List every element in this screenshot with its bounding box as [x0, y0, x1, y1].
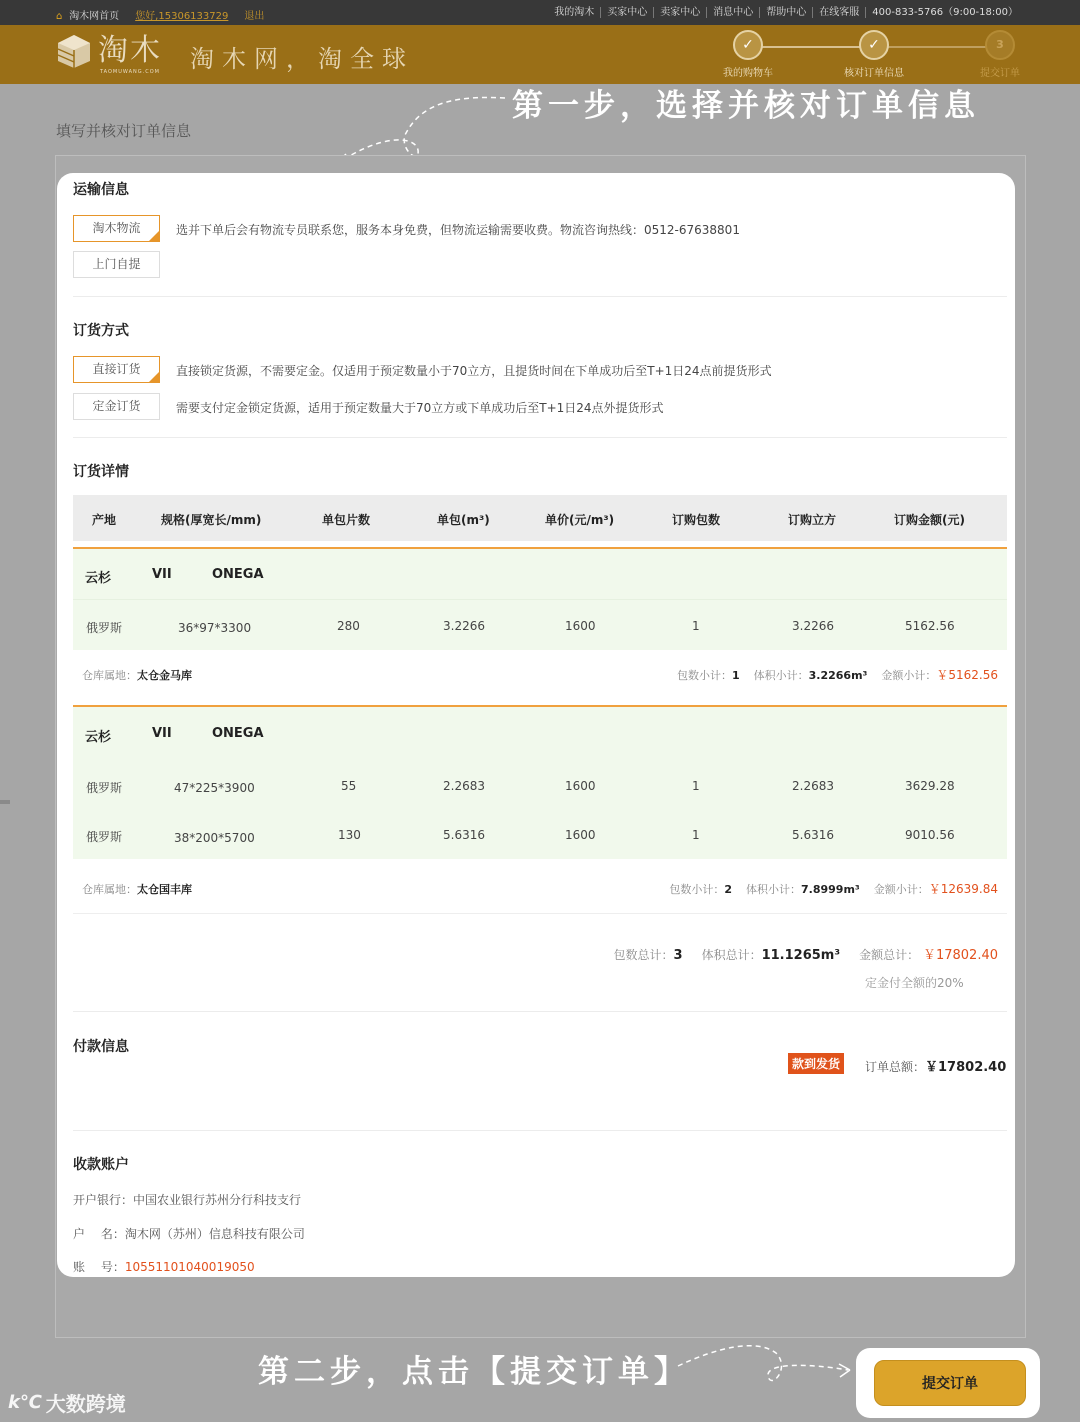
col-unit-price: 单价(元/m³): [545, 513, 615, 527]
account-name: 户 名：淘木网（苏州）信息科技有限公司: [73, 1227, 305, 1241]
cell-pieces: 55: [341, 779, 357, 793]
step-cart: ✓ 我的购物车: [698, 30, 798, 79]
selected-corner-icon: [148, 230, 160, 242]
shipping-option-self-pickup[interactable]: 上门自提: [73, 251, 160, 278]
account-number: 账 号：10551101040019050: [73, 1260, 255, 1274]
cell-pieces: 130: [338, 828, 361, 842]
annotation-step2: 第二步，点击【提交订单】: [258, 1354, 690, 1390]
submit-highlight: [856, 1348, 1040, 1418]
divider: [73, 437, 1007, 438]
col-pieces: 单包片数: [322, 513, 371, 527]
cell-unit-volume: 2.2683: [443, 779, 485, 793]
cell-spec: 47*225*3900: [174, 781, 255, 795]
cell-pkg-count: 1: [692, 779, 700, 793]
order-mode-title: 订货方式: [73, 323, 129, 339]
logo-text: 淘木: [98, 33, 162, 68]
selected-corner-icon: [148, 371, 160, 383]
row-divider: [73, 913, 1007, 914]
col-unit-volume: 单包(m³): [437, 513, 490, 527]
home-link[interactable]: ⌂ 淘木网首页: [56, 11, 120, 22]
payment-title: 付款信息: [73, 1039, 129, 1055]
order-mode-direct-desc: 直接锁定货源，不需要定金。仅适用于预定数量小于70立方，且提货时间在下单成功后至T+1日24点前提货形式: [176, 364, 772, 378]
cell-unit-price: 1600: [565, 619, 596, 633]
logo-cube-icon: [56, 33, 92, 69]
order-card: [57, 173, 1015, 1277]
divider: [73, 296, 1007, 297]
cell-amount: 5162.56: [905, 619, 955, 633]
order-mode-deposit[interactable]: 定金订货: [73, 393, 160, 420]
col-origin: 产地: [92, 513, 117, 527]
warehouse-info: 仓库属地：太仓国丰库: [82, 883, 192, 896]
order-mode-deposit-desc: 需要支付定金锁定货源，适用于预定数量大于70立方或下单成功后至T+1日24点外提货形式: [176, 401, 664, 415]
col-amount: 订购金额(元): [894, 513, 965, 527]
cell-amount: 3629.28: [905, 779, 955, 793]
annotation-arrow-2: [676, 1338, 856, 1393]
warehouse-info: 仓库属地：太仓金马库: [82, 669, 192, 682]
page-title: 填写并核对订单信息: [56, 122, 192, 140]
cell-volume: 3.2266: [792, 619, 834, 633]
group-grade: VII: [152, 726, 172, 741]
check-icon: ✓: [733, 30, 763, 60]
col-volume: 订购立方: [788, 513, 837, 527]
watermark-logo-icon: k℃: [8, 1392, 42, 1413]
my-taomu-link[interactable]: 我的淘木: [548, 7, 601, 18]
table-header: [73, 495, 1007, 541]
cell-volume: 5.6316: [792, 828, 834, 842]
step-number: 3: [985, 30, 1015, 60]
cell-unit-price: 1600: [565, 828, 596, 842]
shipping-title: 运输信息: [73, 182, 129, 198]
slogan: 淘木网，淘全球: [190, 45, 414, 73]
logo-subtext: TAOMUWANG.COM: [100, 69, 160, 75]
cell-pkg-count: 1: [692, 828, 700, 842]
hotline-text: 400-833-5766（9:00-18:00）: [872, 7, 1018, 18]
col-spec: 规格(厚宽长/mm): [161, 513, 262, 527]
payment-badge: 款到发货: [788, 1053, 844, 1074]
account-title: 收款账户: [73, 1157, 129, 1173]
seller-center-link[interactable]: 卖家中心: [654, 7, 707, 18]
check-icon: ✓: [859, 30, 889, 60]
cell-pkg-count: 1: [692, 619, 700, 633]
logo[interactable]: [56, 33, 162, 75]
cell-spec: 38*200*5700: [174, 831, 255, 845]
group-grade: VII: [152, 567, 172, 582]
step-verify: ✓ 核对订单信息: [824, 30, 924, 79]
details-title: 订货详情: [73, 464, 129, 480]
order-totals: 包数总计：3 体积总计：11.1265m³ 金额总计： ￥17802.40: [613, 948, 998, 963]
cell-unit-price: 1600: [565, 779, 596, 793]
row-divider: [73, 599, 1007, 600]
cell-origin: 俄罗斯: [86, 781, 123, 795]
cell-amount: 9010.56: [905, 828, 955, 842]
site-header: [0, 25, 1080, 84]
online-service-link[interactable]: 在线客服: [813, 7, 866, 18]
cell-unit-volume: 3.2266: [443, 619, 485, 633]
cell-volume: 2.2683: [792, 779, 834, 793]
message-center-link[interactable]: 消息中心: [707, 7, 760, 18]
buyer-center-link[interactable]: 买家中心: [601, 7, 654, 18]
order-total: 订单总额：￥17802.40: [865, 1060, 1007, 1075]
cell-spec: 36*97*3300: [178, 621, 252, 635]
help-center-link[interactable]: 帮助中心: [760, 7, 813, 18]
order-mode-direct[interactable]: 直接订货: [73, 356, 160, 383]
logout-link[interactable]: 退出: [244, 11, 265, 22]
group-brand: ONEGA: [212, 567, 264, 582]
progress-steps: [705, 30, 1040, 82]
group-subtotal: 包数小计：1 体积小计：3.2266m³ 金额小计：￥5162.56: [676, 668, 998, 682]
top-nav: [548, 7, 1018, 18]
annotation-step1: 第一步，选择并核对订单信息: [512, 88, 980, 124]
divider: [73, 1130, 1007, 1131]
home-icon: ⌂: [56, 11, 63, 22]
group-brand: ONEGA: [212, 726, 264, 741]
step-submit: 3 提交订单: [950, 30, 1050, 79]
group-species: 云杉: [85, 730, 112, 745]
edge-mark: [0, 800, 10, 804]
cell-origin: 俄罗斯: [86, 621, 123, 635]
shipping-option-taomu-logistics[interactable]: 淘木物流: [73, 215, 160, 242]
account-bank: 开户银行：中国农业银行苏州分行科技支行: [73, 1193, 302, 1207]
watermark: k℃ 大数跨境: [8, 1392, 126, 1416]
divider: [73, 1011, 1007, 1012]
user-greeting-link[interactable]: 您好,15306133729: [135, 11, 229, 22]
col-pkg-count: 订购包数: [672, 513, 721, 527]
cell-origin: 俄罗斯: [86, 830, 123, 844]
cell-unit-volume: 5.6316: [443, 828, 485, 842]
group-subtotal: 包数小计：2 体积小计：7.8999m³ 金额小计：￥12639.84: [669, 882, 998, 896]
deposit-note: 定金付全额的20%: [865, 976, 964, 990]
cell-pieces: 280: [337, 619, 360, 633]
shipping-desc: 选并下单后会有物流专员联系您，服务本身免费，但物流运输需要收费。物流咨询热线：0512-67638801: [176, 223, 740, 237]
group-species: 云杉: [85, 571, 112, 586]
submit-order-button[interactable]: 提交订单: [874, 1360, 1026, 1406]
top-bar: [0, 0, 1080, 25]
